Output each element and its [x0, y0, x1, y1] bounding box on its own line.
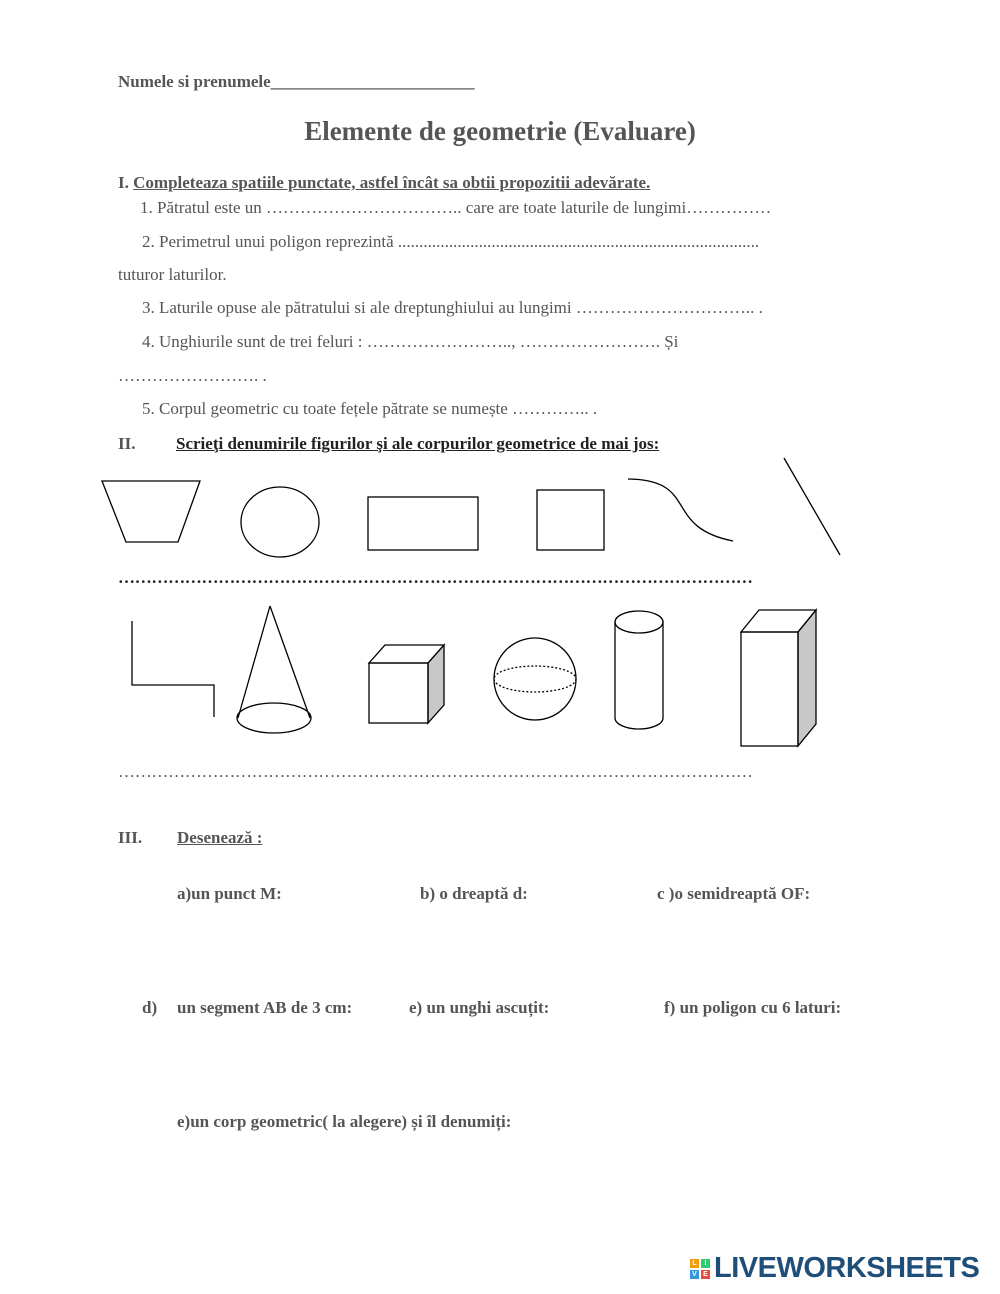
section3-heading: Desenează : — [177, 828, 263, 847]
task-e2: e)un corp geometric( la alegere) și îl denumiți: — [177, 1112, 512, 1131]
item-5[interactable]: 5. Corpul geometric cu toate fețele pătrate se numește ………….. . — [142, 399, 598, 418]
task-c: c )o semidreaptă OF: — [657, 884, 811, 903]
answer-line-2[interactable]: …………………………………………………………………………………………………… — [118, 762, 753, 781]
item-4-continued[interactable]: ……………………. . — [118, 366, 267, 385]
task-e1: e) un unghi ascuțit: — [409, 998, 550, 1017]
sphere-figure — [494, 638, 576, 720]
item-2-continued: tuturor laturilor. — [118, 265, 227, 284]
task-b: b) o dreaptă d: — [420, 884, 528, 903]
task-f: f) un poligon cu 6 laturi: — [664, 998, 842, 1017]
page-title: Elemente de geometrie (Evaluare) — [304, 116, 696, 146]
straight-line-figure — [784, 458, 840, 555]
section2-numeral: II. — [118, 434, 136, 453]
section2-heading: Scrieţi denumirile figurilor şi ale corpurilor geometrice de mai jos: — [176, 434, 660, 453]
logo-mark-icon — [690, 1259, 710, 1279]
trapezoid-figure — [102, 481, 200, 542]
item-2[interactable]: 2. Perimetrul unui poligon reprezintă ..................................................................................... — [142, 232, 760, 251]
item-3[interactable]: 3. Laturile opuse ale pătratului si ale dreptunghiului au lungimi ………………………….. . — [142, 298, 763, 317]
item-4[interactable]: 4. Unghiurile sunt de trei feluri : …………………….., ……………………. Și — [142, 332, 679, 351]
cube-figure — [369, 645, 444, 723]
logo-text: LIVEWORKSHEETS — [714, 1252, 980, 1284]
item-1[interactable]: 1. Pătratul este un …………………………….. care are toate laturile de lungimi…………… — [140, 198, 772, 217]
task-d-label: d) — [142, 998, 158, 1017]
logo-mark-letter: V — [690, 1270, 699, 1279]
logo-mark-letter: E — [701, 1270, 710, 1279]
circle-figure — [241, 487, 319, 557]
rectangle-figure — [368, 497, 478, 550]
name-blank[interactable]: ________________________ — [270, 72, 475, 91]
section3-numeral: III. — [118, 828, 143, 847]
section1-heading-text: Completeaza spatiile punctate, astfel încât sa obtii propozitii adevărate. — [133, 173, 651, 192]
logo-mark-letter: I — [701, 1259, 710, 1268]
task-a: a)un punct M: — [177, 884, 282, 903]
cylinder-figure — [615, 611, 663, 729]
task-d: un segment AB de 3 cm: — [177, 998, 353, 1017]
cone-figure — [237, 606, 311, 733]
section1-numeral: I. — [118, 173, 129, 192]
name-label: Numele si prenumele — [118, 72, 271, 91]
liveworksheets-logo — [690, 1252, 979, 1285]
logo-mark-letter: L — [690, 1259, 699, 1268]
rectangular-prism-figure — [741, 610, 816, 746]
broken-line-figure — [132, 621, 214, 717]
square-figure — [537, 490, 604, 550]
curved-line-figure — [628, 479, 733, 541]
answer-line-1[interactable]: …………………………………………………………………………………………………… — [118, 568, 753, 587]
